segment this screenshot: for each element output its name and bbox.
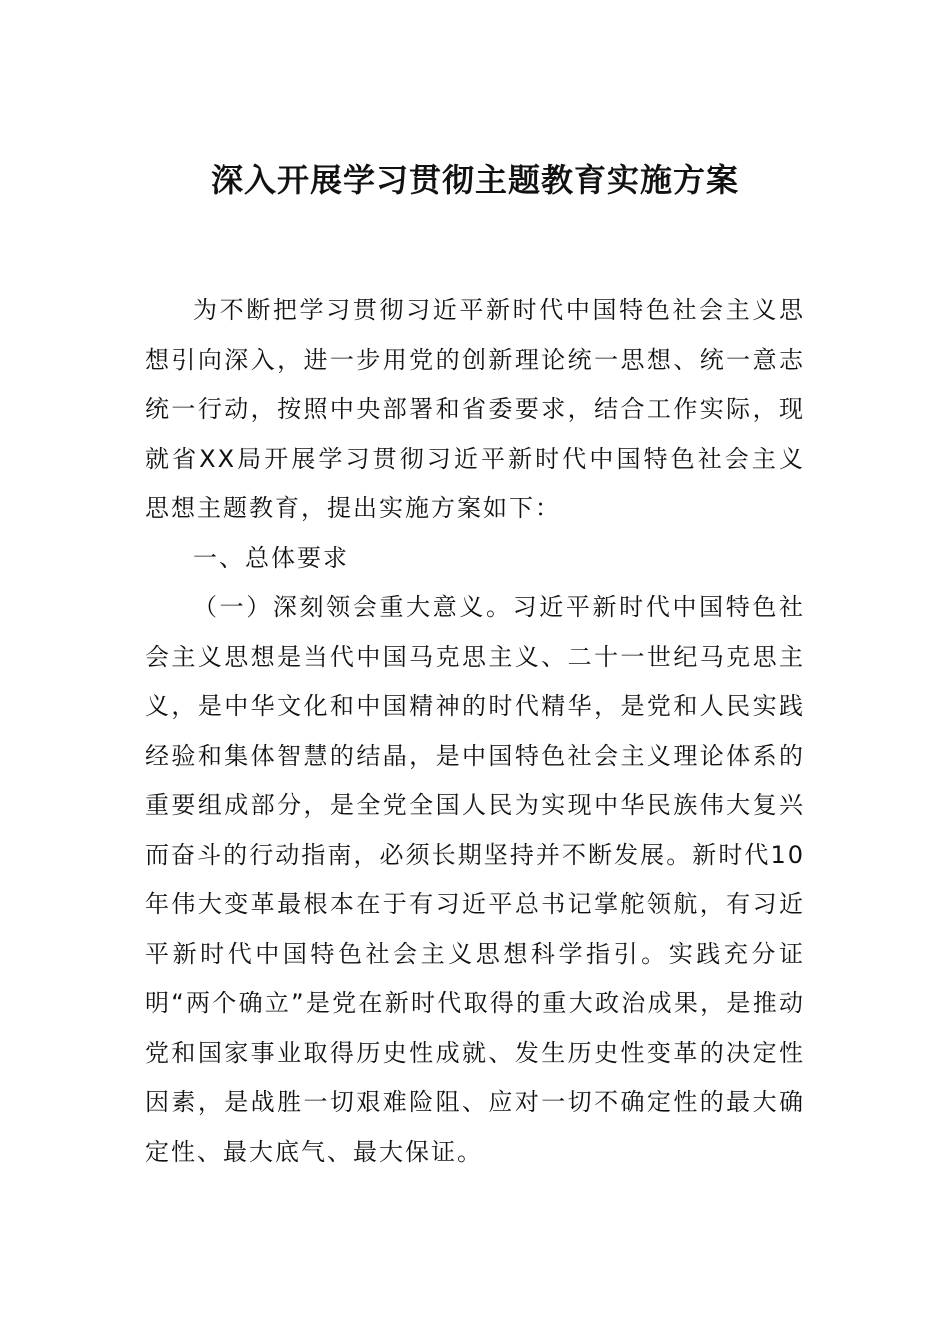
- document-title: 深入开展学习贯彻主题教育实施方案: [210, 161, 739, 199]
- document-body: [145, 286, 805, 1177]
- section-heading-general-requirements: 一、总体要求: [193, 543, 349, 572]
- intro-paragraph: 为不断把学习贯彻习近平新时代中国特色社会主义思想引向深入，进一步用党的创新理论统一思想、统一意志统一行动，按照中央部署和省委要求，结合工作实际，现就省XX局开展学习贯彻习近平新时代中国特色社会主义思想主题教育，提出实施方案如下：: [145, 296, 805, 522]
- subsection-paragraph-significance: （一）深刻领会重大意义。习近平新时代中国特色社会主义思想是当代中国马克思主义、二十一世纪马克思主义，是中华文化和中国精神的时代精华，是党和人民实践经验和集体智慧的结晶，是中国特色社会主义理论体系的重要组成部分，是全党全国人民为实现中华民族伟大复兴而奋斗的行动指南，必须长期坚持并不断发展。新时代10年伟大变革最根本在于有习近平总书记掌舵领航，有习近平新时代中国特色社会主义思想科学指引。实践充分证明“两个确立”是党在新时代取得的重大政治成果，是推动党和国家事业取得历史性成就、发生历史性变革的决定性因素，是战胜一切艰难险阻、应对一切不确定性的最大确定性、最大底气、最大保证。: [145, 593, 805, 1166]
